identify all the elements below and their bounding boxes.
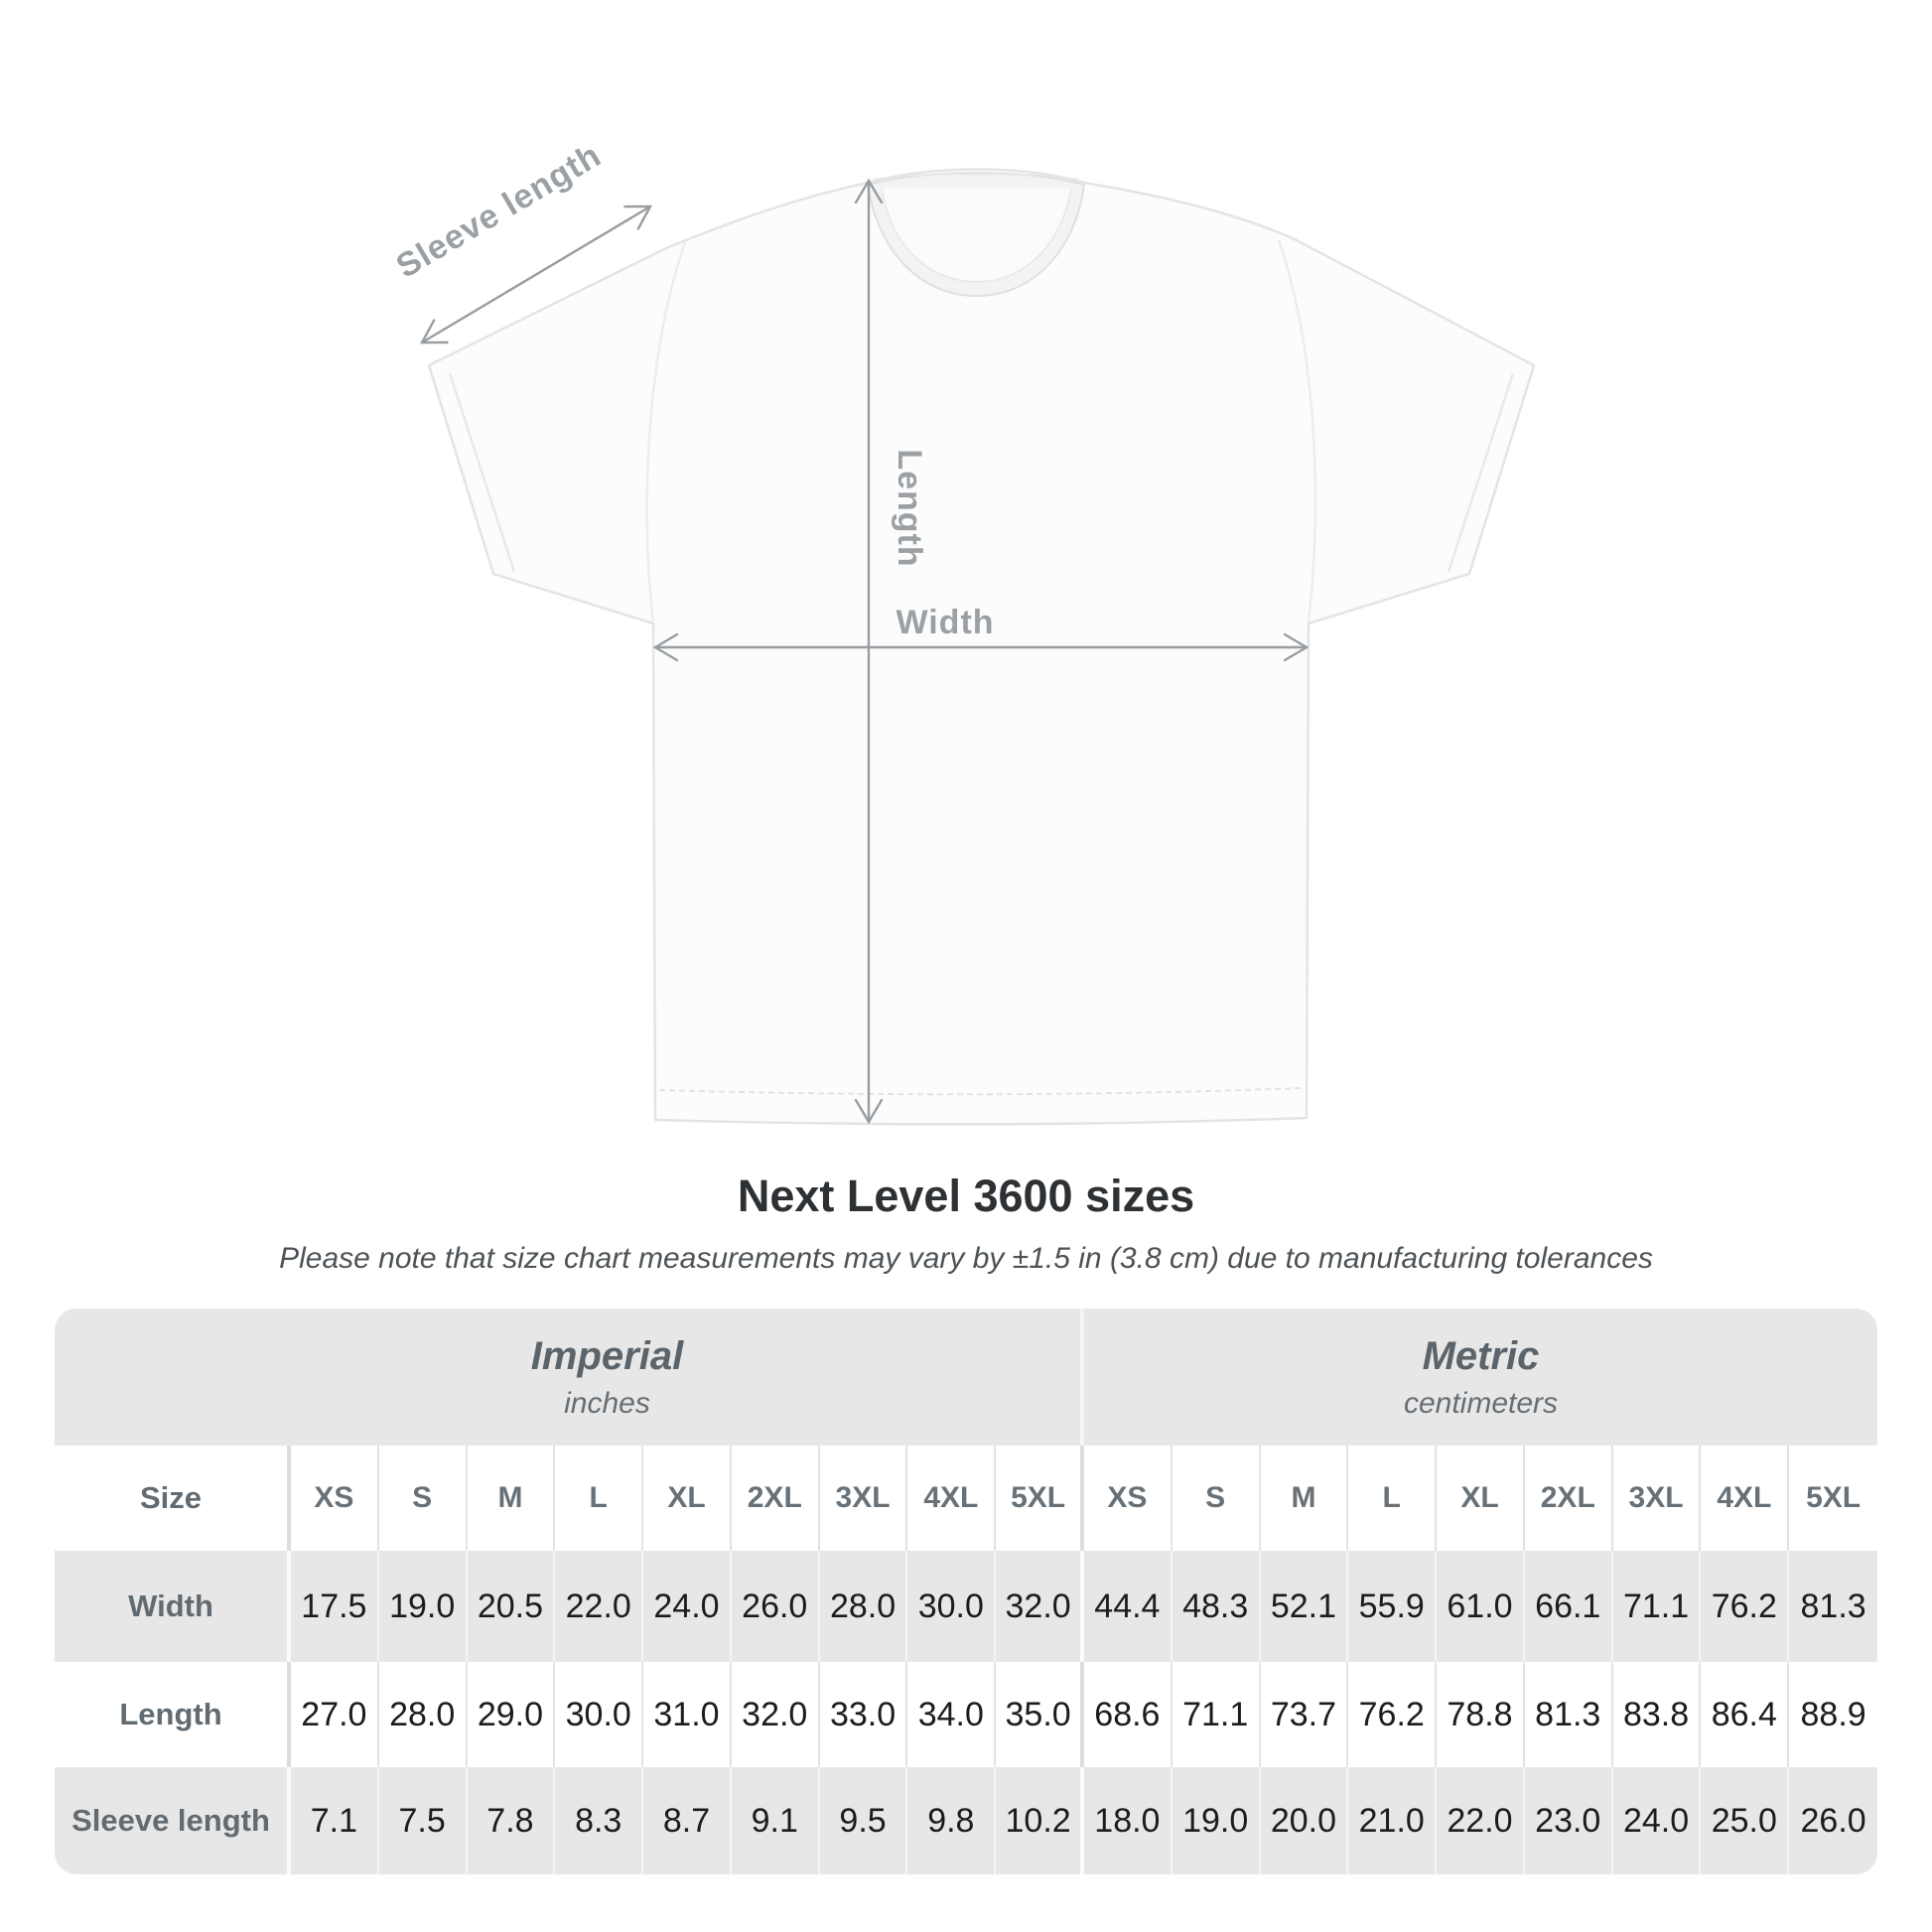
size-col-header: 5XL <box>1806 1481 1862 1514</box>
value-cell: 78.8 <box>1437 1662 1525 1767</box>
value-cell: 26.0 <box>732 1551 820 1662</box>
size-col-header: L <box>555 1446 643 1551</box>
value-cell: 66.1 <box>1525 1551 1613 1662</box>
value-cell: 30.0 <box>555 1662 643 1767</box>
value-cell: 35.0 <box>996 1662 1084 1767</box>
tolerance-note: Please note that size chart measurements may vary by ±1.5 in (3.8 cm) due to manufacturing tolerances <box>279 1242 1653 1275</box>
value-cell: 24.0 <box>1613 1767 1702 1874</box>
value-cell: 34.0 <box>907 1662 996 1767</box>
value-cell: 28.0 <box>820 1551 908 1662</box>
metric-label: Metric <box>1422 1333 1540 1378</box>
size-header-row <box>55 1446 1877 1551</box>
value-cell: 68.6 <box>1084 1662 1173 1767</box>
value-cell: 26.0 <box>1800 1801 1866 1840</box>
page-title: Next Level 3600 sizes <box>737 1171 1195 1221</box>
value-cell: 28.0 <box>379 1662 468 1767</box>
imperial-unit: inches <box>564 1386 650 1420</box>
value-cell: 20.0 <box>1261 1767 1349 1874</box>
unit-group-band <box>55 1309 1877 1446</box>
value-cell: 48.3 <box>1173 1551 1261 1662</box>
value-cell: 22.0 <box>1437 1767 1525 1874</box>
value-cell: 33.0 <box>820 1662 908 1767</box>
value-cell: 61.0 <box>1437 1551 1525 1662</box>
size-col-header: 2XL <box>1525 1446 1613 1551</box>
size-col-header: 4XL <box>907 1446 996 1551</box>
value-cell: 21.0 <box>1348 1767 1437 1874</box>
row-label-length: Length <box>55 1662 291 1767</box>
size-col-header: XS <box>291 1446 379 1551</box>
value-cell: 18.0 <box>1084 1767 1173 1874</box>
value-cell: 52.1 <box>1261 1551 1349 1662</box>
row-label-width: Width <box>55 1551 291 1662</box>
value-cell: 31.0 <box>643 1662 732 1767</box>
table-row-length <box>55 1662 1877 1767</box>
size-col-header: 5XL <box>996 1446 1084 1551</box>
value-cell: 9.5 <box>820 1767 908 1874</box>
value-cell: 88.9 <box>1800 1695 1866 1733</box>
value-cell: 81.3 <box>1525 1662 1613 1767</box>
size-col-header: S <box>379 1446 468 1551</box>
value-cell: 9.1 <box>732 1767 820 1874</box>
value-cell: 73.7 <box>1261 1662 1349 1767</box>
size-col-header: 2XL <box>732 1446 820 1551</box>
value-cell: 27.0 <box>291 1662 379 1767</box>
value-cell: 17.5 <box>291 1551 379 1662</box>
imperial-label: Imperial <box>530 1333 684 1378</box>
metric-unit: centimeters <box>1403 1386 1559 1420</box>
size-col-header: XS <box>1084 1446 1173 1551</box>
size-col-header: XL <box>643 1446 732 1551</box>
imperial-group-header <box>55 1309 1084 1446</box>
value-cell: 83.8 <box>1613 1662 1702 1767</box>
size-col-header: S <box>1173 1446 1261 1551</box>
value-cell: 71.1 <box>1173 1662 1261 1767</box>
value-cell: 19.0 <box>1173 1767 1261 1874</box>
size-col-header: M <box>468 1446 556 1551</box>
sleeve-length-label: Sleeve length <box>389 136 609 286</box>
value-cell: 44.4 <box>1084 1551 1173 1662</box>
table-row-width <box>55 1551 1877 1662</box>
size-col-header: XL <box>1437 1446 1525 1551</box>
value-cell: 76.2 <box>1348 1662 1437 1767</box>
value-cell: 86.4 <box>1701 1662 1789 1767</box>
size-col-header: 3XL <box>1613 1446 1702 1551</box>
size-col-header: L <box>1348 1446 1437 1551</box>
value-cell: 25.0 <box>1701 1767 1789 1874</box>
value-cell: 32.0 <box>732 1662 820 1767</box>
value-cell: 55.9 <box>1348 1551 1437 1662</box>
value-cell: 30.0 <box>907 1551 996 1662</box>
value-cell: 81.3 <box>1800 1587 1866 1625</box>
value-cell: 8.7 <box>643 1767 732 1874</box>
length-label: Length <box>891 449 928 568</box>
value-cell: 10.2 <box>996 1767 1084 1874</box>
value-cell: 24.0 <box>643 1551 732 1662</box>
size-col-header: M <box>1261 1446 1349 1551</box>
value-cell: 7.1 <box>291 1767 379 1874</box>
value-cell: 71.1 <box>1613 1551 1702 1662</box>
size-col-header: 3XL <box>820 1446 908 1551</box>
size-header-label: Size <box>55 1446 291 1551</box>
width-label: Width <box>896 604 995 641</box>
value-cell: 7.5 <box>379 1767 468 1874</box>
size-table <box>55 1309 1877 1874</box>
value-cell: 8.3 <box>555 1767 643 1874</box>
row-label-sleeve-length: Sleeve length <box>55 1767 291 1874</box>
value-cell: 20.5 <box>468 1551 556 1662</box>
value-cell: 22.0 <box>555 1551 643 1662</box>
metric-group-header <box>1084 1309 1877 1446</box>
table-row-sleeve-length <box>55 1767 1877 1874</box>
value-cell: 7.8 <box>468 1767 556 1874</box>
value-cell: 32.0 <box>996 1551 1084 1662</box>
value-cell: 19.0 <box>379 1551 468 1662</box>
value-cell: 76.2 <box>1701 1551 1789 1662</box>
value-cell: 9.8 <box>907 1767 996 1874</box>
value-cell: 29.0 <box>468 1662 556 1767</box>
value-cell: 23.0 <box>1525 1767 1613 1874</box>
size-col-header: 4XL <box>1701 1446 1789 1551</box>
